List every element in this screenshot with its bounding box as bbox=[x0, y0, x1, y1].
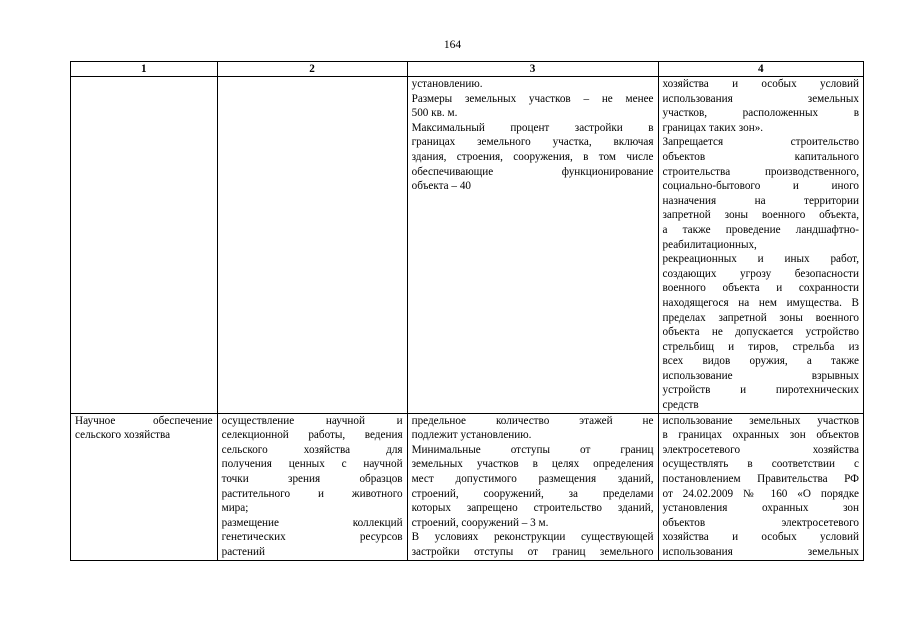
cell-text-line: объектов капитального bbox=[662, 150, 859, 163]
cell-text-line: социально-бытового и иного bbox=[662, 180, 859, 193]
cell-text-line: сельского хозяйства bbox=[75, 429, 171, 442]
cell-text-line: строительства производственного, bbox=[662, 165, 859, 178]
cell-text-line: использование земельных участков bbox=[662, 414, 859, 427]
cell-text-line: участков, расположенных в bbox=[662, 107, 859, 120]
cell-text-line: от 24.02.2009 № 160 «О порядке bbox=[662, 487, 859, 500]
cell-text-line: хозяйства и особых условий bbox=[662, 531, 859, 544]
cell-text-line: объекта – 40 bbox=[411, 180, 472, 193]
document-table bbox=[70, 61, 864, 561]
cell-text-line: мира; bbox=[221, 502, 249, 515]
cell-text-line: всех видов оружия, а также bbox=[662, 355, 859, 368]
column-header-4: 4 bbox=[658, 62, 864, 77]
cell-text-line: предельное количество этажей не bbox=[411, 414, 654, 427]
cell-text-line: находящегося на нем имущества. В bbox=[662, 296, 859, 309]
cell-text-line: 500 кв. м. bbox=[411, 107, 458, 120]
cell-text-line: генетических ресурсов bbox=[221, 531, 403, 544]
table-cell-col-4 bbox=[658, 413, 864, 560]
cell-text-line: обеспечивающие функционирование bbox=[411, 165, 654, 178]
cell-text-line: границах таких зон». bbox=[662, 121, 764, 134]
table-header-row bbox=[71, 62, 864, 77]
cell-text-line: хозяйства и особых условий bbox=[662, 78, 859, 90]
column-header-1: 1 bbox=[71, 62, 218, 77]
cell-text-line: границах земельного участка, включая bbox=[411, 136, 654, 149]
table-cell-col-4 bbox=[658, 77, 864, 414]
cell-text-line: использование взрывных bbox=[662, 369, 859, 382]
table-cell-col-1 bbox=[71, 413, 218, 560]
cell-text-line: подлежит установлению. bbox=[411, 429, 532, 442]
cell-text-line: застройки отступы от границ земельного bbox=[411, 546, 654, 558]
cell-text-line: Максимальный процент застройки в bbox=[411, 121, 654, 134]
cell-text-line: электросетевого хозяйства bbox=[662, 443, 859, 456]
table-cell-col-3 bbox=[407, 413, 658, 560]
page-number: 164 bbox=[443, 39, 462, 51]
cell-text-line: а также проведение ландшафтно- bbox=[662, 223, 859, 236]
cell-text-line: военного объекта и сохранности bbox=[662, 282, 859, 295]
table-row bbox=[71, 77, 864, 414]
cell-text-line: назначения на территории bbox=[662, 194, 859, 207]
cell-text-line: реабилитационных, bbox=[662, 238, 757, 251]
cell-text-line: пределах запретной зоны военного bbox=[662, 311, 859, 324]
cell-text-line: размещение коллекций bbox=[221, 516, 403, 529]
cell-text-line: осуществлять в соответствии с bbox=[662, 458, 859, 471]
column-header-3: 3 bbox=[407, 62, 658, 77]
table-cell-col-1 bbox=[71, 77, 218, 414]
cell-text-line: запретной зоны военного объекта, bbox=[662, 209, 859, 222]
cell-text-line: получения ценных с научной bbox=[221, 458, 403, 471]
column-header-2: 2 bbox=[217, 62, 407, 77]
cell-text-line: осуществление научной и bbox=[221, 414, 403, 427]
table-cell-col-2 bbox=[217, 413, 407, 560]
cell-text-line: здания, строения, сооружения, в том числе bbox=[411, 150, 654, 163]
cell-text-line: устройств и пиротехнических bbox=[662, 384, 859, 397]
cell-text-line: строений, сооружений – 3 м. bbox=[411, 516, 549, 529]
cell-text-line: земельных участков в целях определения bbox=[411, 458, 654, 471]
cell-text-line: установления охранных зон bbox=[662, 502, 859, 515]
cell-text-line: Запрещается строительство bbox=[662, 136, 859, 149]
cell-text-line: средств bbox=[662, 399, 699, 412]
cell-text-line: строений, сооружений, за пределами bbox=[411, 487, 654, 500]
cell-text-line: которых запрещено строительство зданий, bbox=[411, 502, 654, 515]
table-row bbox=[71, 413, 864, 560]
cell-text-line: мест допустимого размещения зданий, bbox=[411, 473, 654, 486]
cell-text-line: установлению. bbox=[411, 78, 483, 90]
cell-text-line: объектов электросетевого bbox=[662, 516, 859, 529]
cell-text-line: Научное обеспечение bbox=[75, 414, 213, 427]
cell-text-line: растений bbox=[221, 546, 265, 558]
cell-text-line: в границах охранных зон объектов bbox=[662, 429, 859, 442]
cell-text-line: рекреационных и иных работ, bbox=[662, 253, 859, 266]
table-cell-col-2 bbox=[217, 77, 407, 414]
cell-text-line: создающих угрозу безопасности bbox=[662, 267, 859, 280]
cell-text-line: Минимальные отступы от границ bbox=[411, 443, 654, 456]
cell-text-line: В условиях реконструкции существующей bbox=[411, 531, 654, 544]
cell-text-line: использования земельных bbox=[662, 546, 859, 558]
cell-text-line: сельского хозяйства для bbox=[221, 443, 403, 456]
cell-text-line: стрельбищ и тиров, стрельба из bbox=[662, 340, 859, 353]
cell-text-line: объекта не допускается устройство bbox=[662, 326, 859, 339]
cell-text-line: использования земельных bbox=[662, 92, 859, 105]
cell-text-line: Размеры земельных участков – не менее bbox=[411, 92, 654, 105]
cell-text-line: точки зрения образцов bbox=[221, 473, 403, 486]
cell-text-line: постановлением Правительства РФ bbox=[662, 473, 859, 486]
cell-text-line: селекционной работы, ведения bbox=[221, 429, 403, 442]
table-cell-col-3 bbox=[407, 77, 658, 414]
cell-text-line: растительного и животного bbox=[221, 487, 403, 500]
